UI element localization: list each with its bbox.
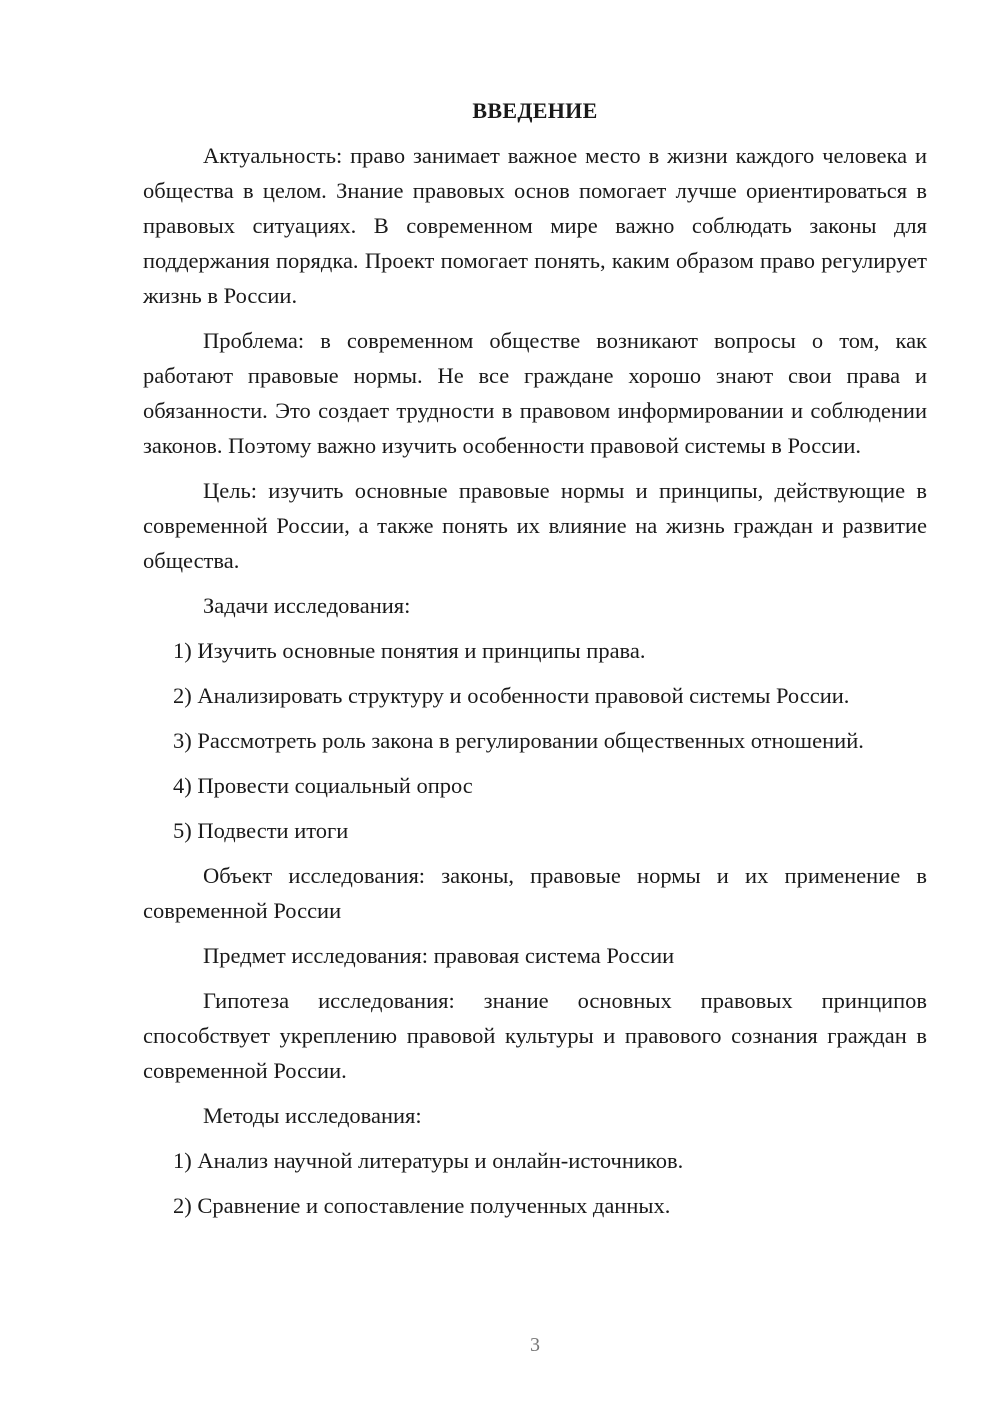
goal-paragraph: Цель: изучить основные правовые нормы и принципы, действующие в современной России, а также понять их влияние на жизнь граждан и развитие общества.: [143, 478, 927, 573]
method-item: 2) Сравнение и сопоставление полученных данных.: [173, 1193, 671, 1218]
task-item: 5) Подвести итоги: [173, 818, 349, 843]
subject-paragraph: Предмет исследования: правовая система России: [203, 943, 675, 968]
page-title: ВВЕДЕНИЕ: [472, 98, 598, 123]
task-item: 4) Провести социальный опрос: [173, 773, 473, 798]
problem-paragraph: Проблема: в современном обществе возникают вопросы о том, как работают правовые нормы. Не все граждане хорошо знают свои права и обязанности. Это создает трудности в правовом информировании и соблюдении законов. Поэтому важно изучить особенности правовой системы в России.: [143, 328, 927, 458]
task-item: 1) Изучить основные понятия и принципы права.: [173, 638, 646, 663]
method-item: 1) Анализ научной литературы и онлайн-источников.: [173, 1148, 684, 1173]
task-item: 2) Анализировать структуру и особенности правовой системы России.: [173, 683, 850, 708]
relevance-paragraph: Актуальность: право занимает важное место в жизни каждого человека и общества в целом. Знание правовых основ помогает лучше ориентироваться в правовых ситуациях. В современном мире важно соблюдать законы для поддержания порядка. Проект помогает понять, каким образом право регулирует жизнь в России.: [143, 143, 927, 308]
document-page: [143, 96, 927, 1233]
methods-heading: Методы исследования:: [203, 1103, 422, 1128]
hypothesis-paragraph: Гипотеза исследования: знание основных правовых принципов способствует укреплению правовой культуры и правового сознания граждан в современной России.: [143, 988, 927, 1083]
page-number: 3: [530, 1334, 540, 1356]
task-item: 3) Рассмотреть роль закона в регулировании общественных отношений.: [173, 728, 864, 753]
object-paragraph: Объект исследования: законы, правовые нормы и их применение в современной России: [143, 863, 927, 923]
tasks-heading: Задачи исследования:: [203, 593, 411, 618]
